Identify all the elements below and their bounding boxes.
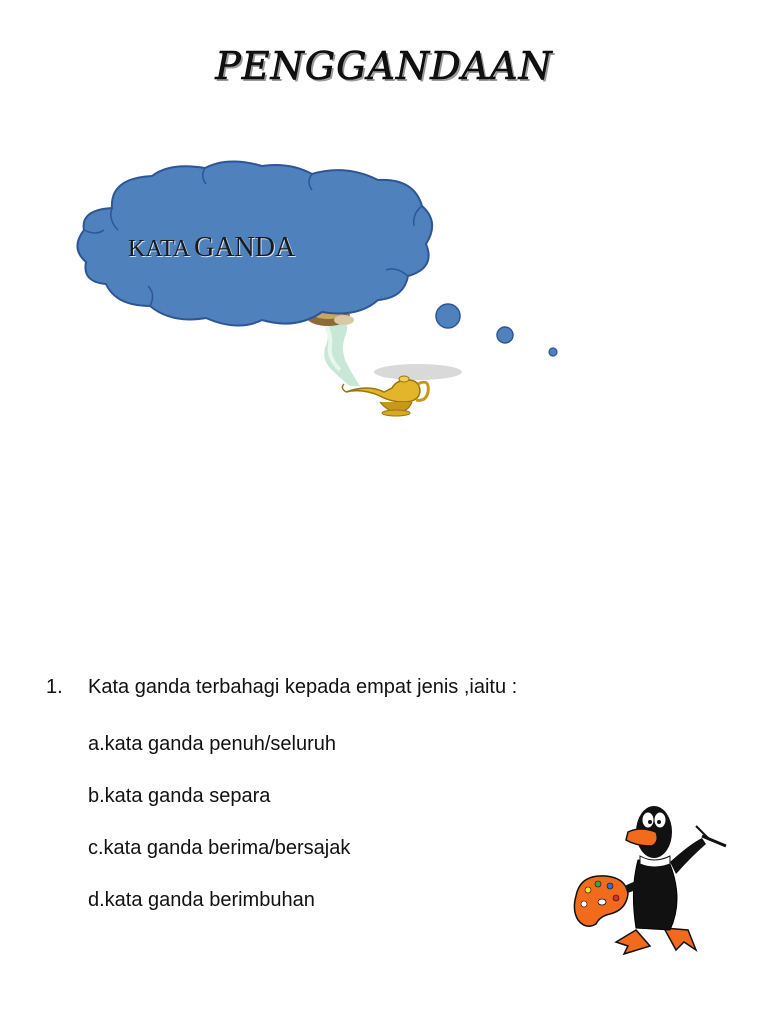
sub-list <box>88 728 606 916</box>
thought-bubble-large <box>436 304 460 328</box>
thought-bubble-small <box>549 348 557 356</box>
lamp-smoke-icon <box>318 316 360 386</box>
list-number: 1. <box>46 676 63 698</box>
cloud-label-word-2: GANDA <box>194 232 296 263</box>
sub-item-d: d.kata ganda berimbuhan <box>88 889 315 911</box>
list-intro-text: Kata ganda terbahagi kepada empat jenis ,iaitu : <box>88 676 518 698</box>
cartoon-duck-painter-icon <box>566 790 742 960</box>
sub-item-c: c.kata ganda berima/bersajak <box>88 837 351 859</box>
cloud-label <box>128 232 295 264</box>
sub-item-b: b.kata ganda separa <box>88 785 271 807</box>
paint-palette-icon <box>574 876 628 926</box>
page-title: PENGGANDAAN <box>215 44 553 88</box>
numbered-list <box>46 676 606 916</box>
thought-cloud-graphic <box>0 0 768 440</box>
cloud-label-word-1: KATA <box>128 236 191 262</box>
lamp-shadow <box>374 364 462 380</box>
thought-bubble-medium <box>497 327 513 343</box>
sub-item-a: a.kata ganda penuh/seluruh <box>88 733 336 755</box>
list-item-1 <box>46 676 606 708</box>
